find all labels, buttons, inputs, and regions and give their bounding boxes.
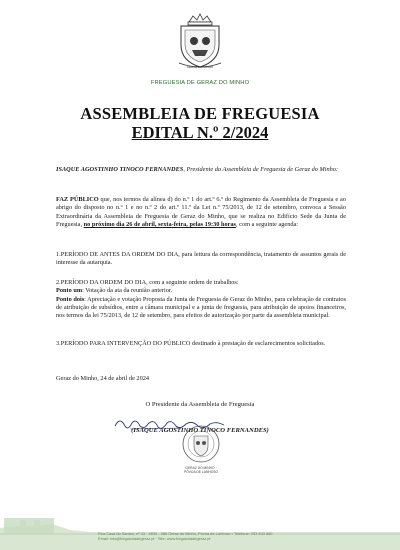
president-name: ISAQUE AGOSTINHO TINOCO FERNANDES <box>56 166 184 173</box>
document-subtitle: EDITAL N.º 2/2024 <box>131 123 269 142</box>
point-2-text: : Apreciação e votação Proposta da Junta de Freguesia de Geraz do Minho, para celebração de contratos de atribuição de subsídios, entre a câmara municipal e a junta de freguesia, para atribuição de apoios financeiros, nos termos da lei 75/2013, de 12 de setembro, para efeitos de autorização por parte da assembleia municipal. <box>56 295 346 320</box>
parish-crest-icon <box>177 13 223 71</box>
intro-paragraph <box>56 166 346 174</box>
parish-name: FREGUESIA DE GERAZ DO MINHO <box>150 80 250 86</box>
signature-title: O Presidente da Assembleia de Freguesia <box>145 401 255 408</box>
point-1-label: Ponto um <box>56 287 83 295</box>
footer-email: Email: info@fregueziadegeraz.pt · Site: www.fregueziadegeraz.pt <box>98 536 211 542</box>
agenda-point-1 <box>56 287 346 295</box>
agenda-item-3: 3.PERÍODO PARA INTERVENÇÃO DO PÚBLICO destinado à prestação de esclarecimentos solicitados. <box>56 340 326 347</box>
footer-address: Rua Casa do Santos, nº 43 · 4830 - 386 Geraz do Minho, Póvoa de Lanhoso • Telefone: 253 633 860 <box>98 531 273 536</box>
signature-name: (ISAQUE AGOSTINHO TINOCO FERNANDES) <box>131 427 269 434</box>
announcement-end: , com a seguinte agenda: <box>235 220 299 228</box>
point-1-text: : Votação da ata da reunião anterior. <box>82 287 173 295</box>
point-2-label: Ponto dois <box>56 295 85 303</box>
svg-text:GERAZ DO MINHO: GERAZ DO MINHO <box>186 65 214 69</box>
agenda-item-1: 1.PERÍODO DE ANTES DA ORDEM DO DIA, para leitura da correspondência, tratamento de assuntos gerais de interesse da autarquia. <box>56 251 346 267</box>
footer-contact <box>98 531 348 542</box>
agenda-point-2 <box>56 296 346 321</box>
footer-decoration <box>0 498 400 550</box>
announcement-paragraph <box>56 196 346 229</box>
agenda-item-2 <box>56 279 346 320</box>
announcement-label: FAZ PÚBLICO <box>56 196 99 203</box>
document-title: ASSEMBLEIA DE FREGUESIA <box>80 104 320 123</box>
seal-caption: GERAZ DO MINHO · PÓVOA DE LANHOSO <box>183 466 219 474</box>
meeting-date-highlight: no próximo dia 26 de abril, sexta-feira, pelas 19:30 horas <box>83 220 236 228</box>
document-date: Geraz do Minho, 24 de abril de 2024 <box>56 375 150 382</box>
agenda-item-2-heading: 2.PERÍODO DA ORDEM DO DIA, com a seguinte ordem de trabalhos: <box>56 279 239 286</box>
president-role: , Presidente da Assembleia de Freguesia de Geraz do Minho: <box>183 166 339 173</box>
announcement-text: que, nos termos da alínea d) do n.º 1 do art.º 6.º do Regimento da Assembleia de Freguesia e ao abrigo do disposto no n.º 1 e no n.º 2 do art.º 11.º da Lei n.º 75/2013, de 12 de setembro, convoca a Sessão Extraordinária da Assembleia de Freguesia de Geraz do Minho, que se realiza no Edifício Sede da Junta de Freguesia, <box>56 196 346 228</box>
